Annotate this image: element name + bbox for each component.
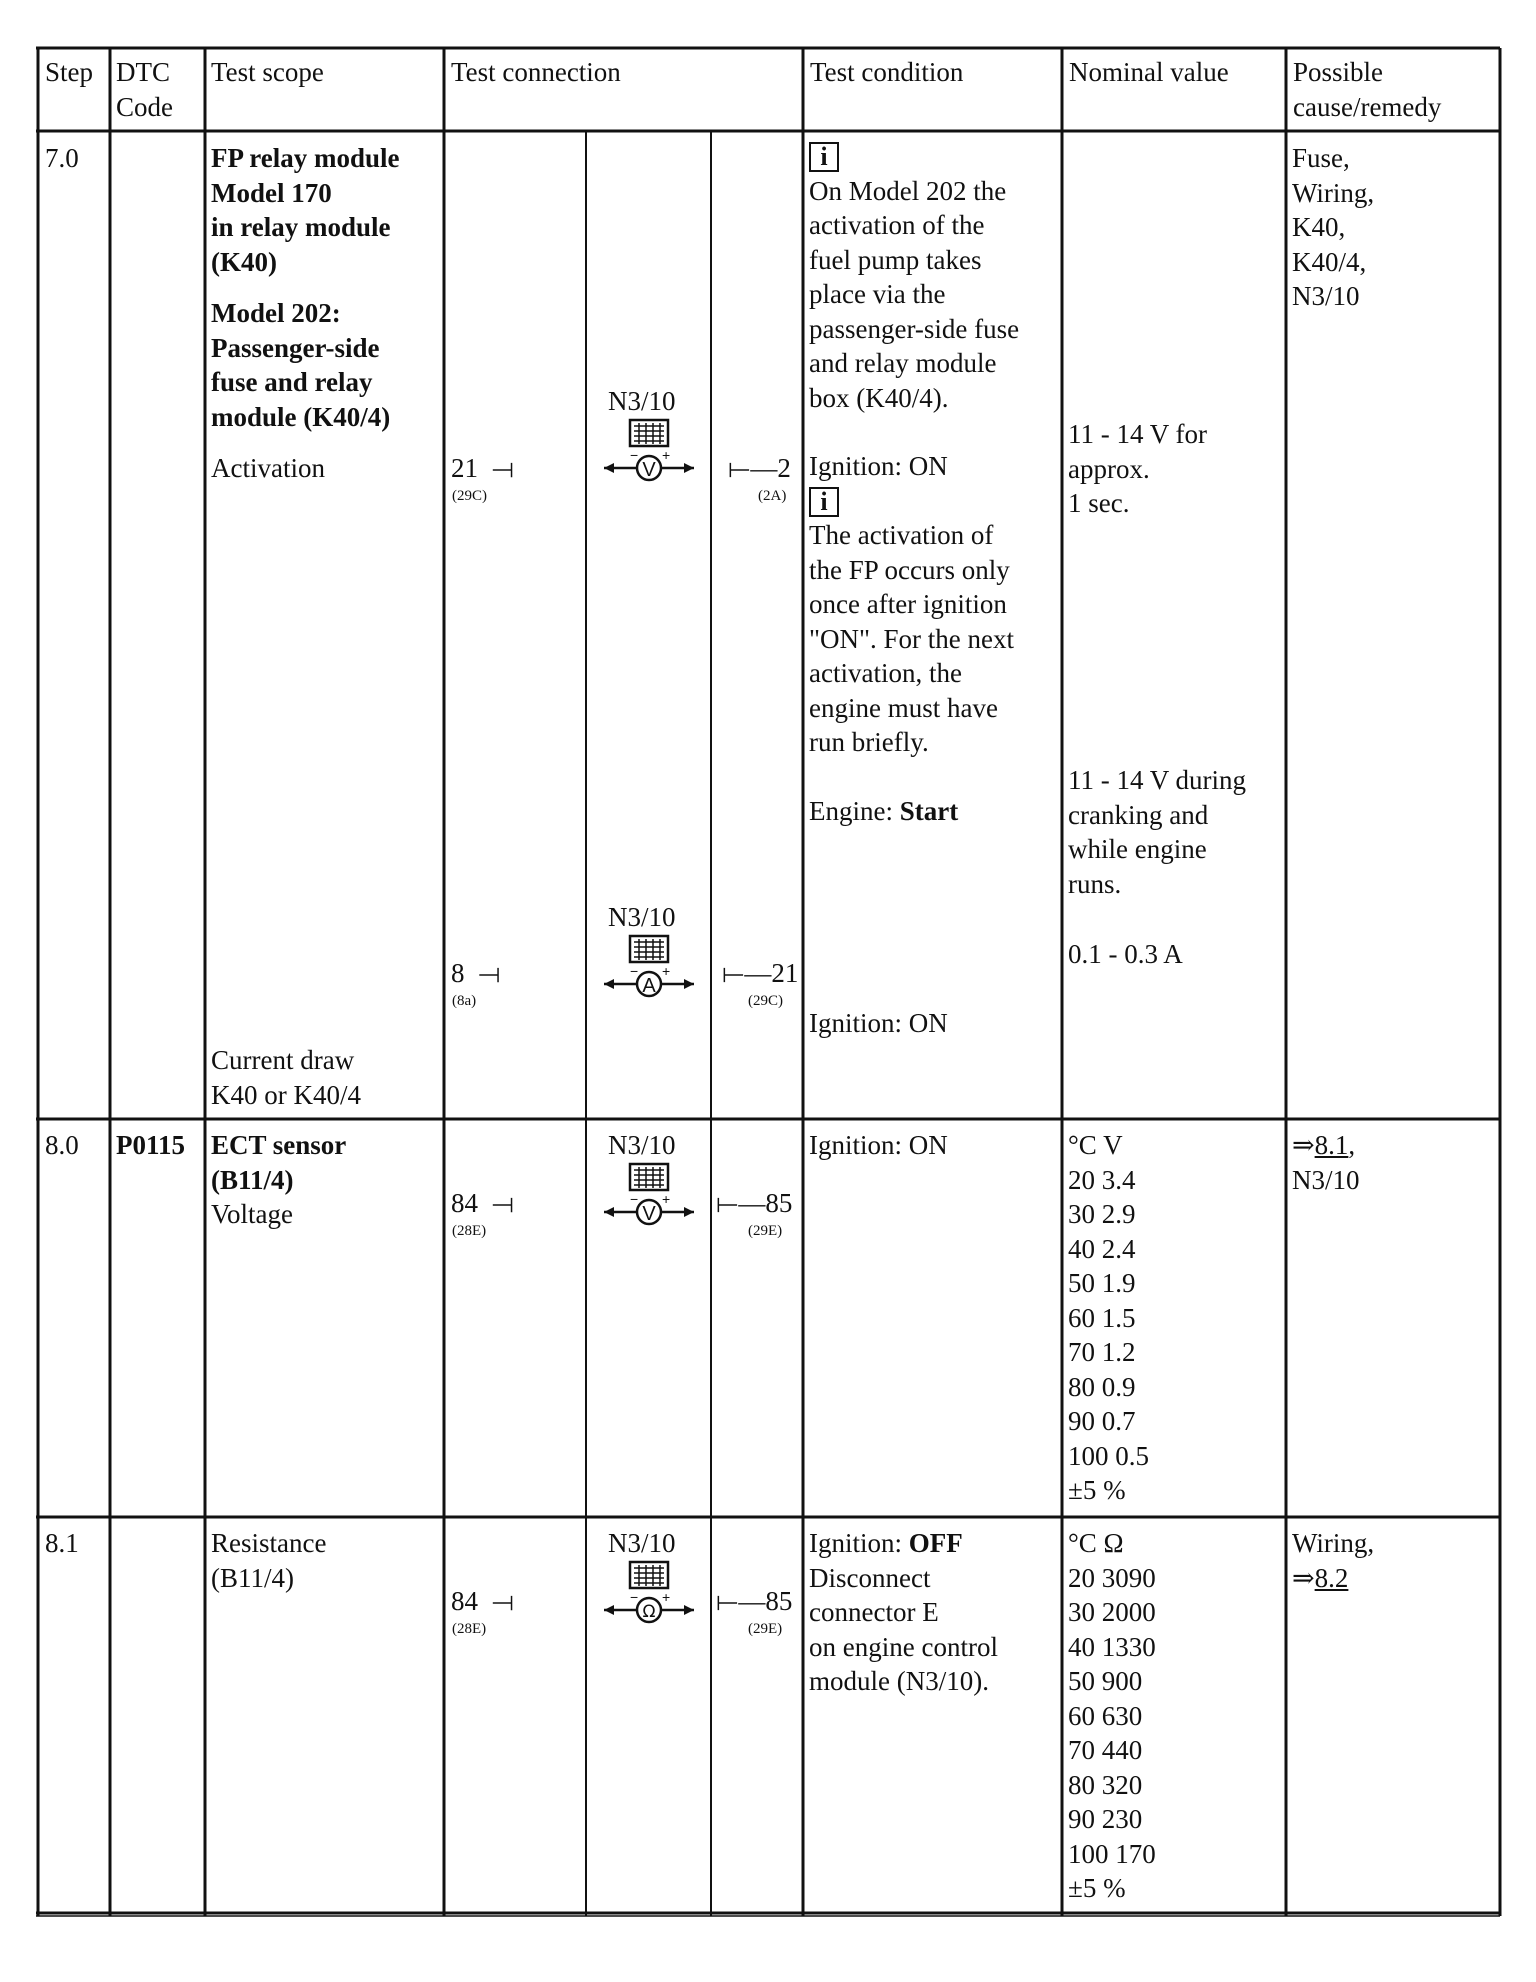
svg-text:V: V	[642, 1203, 656, 1225]
row-8-0-left-sub: (28E)	[452, 1223, 487, 1239]
socket-right-icon: ⟝—	[722, 958, 772, 988]
info-icon: i	[809, 487, 839, 517]
row-8-1-module-label: N3/10	[608, 1528, 676, 1558]
svg-text:V: V	[642, 459, 656, 481]
conn1-module-label: N3/10	[608, 386, 676, 416]
row-7-0-cause: Fuse, Wiring, K40, K40/4, N3/10	[1292, 143, 1375, 311]
header-dtc-code: DTC Code	[116, 57, 173, 122]
svg-text:+: +	[662, 1589, 671, 1605]
row-8-1-cause: Wiring, ⇒8.2	[1292, 1528, 1375, 1593]
row-8-0-right-sub: (29E)	[748, 1223, 783, 1239]
svg-text:+: +	[662, 1191, 671, 1207]
ammeter-icon	[594, 934, 704, 1014]
row-8-1-left-pin: 84 ⟞	[451, 1586, 514, 1616]
row-8-1-nominal: °C Ω 20 3090 30 2000 40 1330 50 900 60 630 70 440 80 320 90 230 100 170 ±5 %	[1068, 1528, 1156, 1903]
socket-left-icon: ⟞	[484, 453, 514, 483]
row-7-0-nominal-2: 11 - 14 V during cranking and while engine runs.	[1068, 765, 1247, 899]
conn1-left-sub: (29C)	[452, 488, 487, 504]
voltmeter-icon	[594, 418, 704, 498]
conn1-right-sub: (2A)	[758, 488, 787, 504]
row-8-0-left-pin: 84 ⟞	[451, 1188, 514, 1218]
link-step-8-1[interactable]: 8.1	[1314, 1130, 1349, 1160]
svg-text:+: +	[662, 447, 671, 463]
row-7-0-scope-activation: Activation	[211, 453, 325, 483]
socket-left-icon: ⟞	[484, 1586, 514, 1616]
row-7-0-nominal-3: 0.1 - 0.3 A	[1068, 939, 1183, 969]
header-test-scope: Test scope	[211, 57, 324, 87]
row-7-0-scope: FP relay module Model 170 in relay module (K40) Model 202: Passenger-side fuse and relay module (K40/4)	[211, 143, 400, 432]
svg-text:+: +	[662, 963, 671, 979]
row-7-0-condition: i On Model 202 the activation of the fuel pump takes place via the passenger-side fuse and relay module box (K40/4). Ignition: ON i The activation of the FP occurs only once after ignition "ON". For the next activation, the engine must have run briefly. Engine: Start	[809, 142, 1020, 826]
header-step: Step	[45, 57, 94, 87]
socket-right-icon: ⟝—	[728, 453, 778, 483]
header-nominal-value: Nominal value	[1069, 57, 1229, 87]
header-test-connection: Test connection	[451, 57, 621, 87]
row-8-0-module-label: N3/10	[608, 1130, 676, 1160]
row-8-1-left-sub: (28E)	[452, 1621, 487, 1637]
row-8-0-cause: ⇒8.1, N3/10	[1292, 1130, 1360, 1195]
conn2-left-sub: (8a)	[452, 993, 477, 1009]
socket-right-icon: ⟝—	[716, 1586, 766, 1616]
svg-text:−: −	[630, 1191, 639, 1207]
row-8-0-step: 8.0	[45, 1130, 79, 1160]
voltmeter-icon	[594, 1162, 704, 1242]
svg-text:A: A	[642, 975, 656, 997]
row-7-0-condition-ignition-2: Ignition: ON	[809, 1008, 948, 1038]
conn1-left-pin: 21 ⟞	[451, 453, 514, 483]
svg-text:Ω: Ω	[642, 1602, 656, 1622]
svg-text:−: −	[630, 963, 639, 979]
row-8-0-condition: Ignition: ON	[809, 1130, 948, 1160]
conn2-right-pin: ⟝—21	[722, 958, 799, 988]
arrow-right-icon: ⇒	[1292, 1562, 1315, 1593]
row-7-0-scope-current-draw: Current draw K40 or K40/4	[211, 1045, 361, 1110]
row-8-0-right-pin: ⟝—85	[716, 1188, 793, 1218]
socket-left-icon: ⟞	[484, 1188, 514, 1218]
row-8-1-right-sub: (29E)	[748, 1621, 783, 1637]
arrow-right-icon: ⇒	[1292, 1130, 1315, 1160]
row-8-1-scope: Resistance (B11/4)	[211, 1528, 327, 1593]
row-8-0-nominal: °C V 20 3.4 30 2.9 40 2.4 50 1.9 60 1.5 70 1.2 80 0.9 90 0.7 100 0.5 ±5 %	[1068, 1130, 1149, 1505]
row-8-1-right-pin: ⟝—85	[716, 1586, 793, 1616]
row-8-0-dtc: P0115	[116, 1130, 186, 1160]
row-8-0-scope: ECT sensor (B11/4) Voltage	[211, 1130, 347, 1229]
conn2-right-sub: (29C)	[748, 993, 783, 1009]
row-7-0-step: 7.0	[45, 143, 79, 173]
conn1-right-pin: ⟝—2	[728, 453, 791, 483]
info-icon: i	[809, 142, 839, 172]
conn2-left-pin: 8 ⟞	[451, 958, 501, 988]
svg-text:−: −	[630, 447, 639, 463]
row-8-1-condition: Ignition: OFF Disconnect connector E on engine control module (N3/10).	[809, 1528, 998, 1696]
row-8-1-step: 8.1	[45, 1528, 79, 1558]
row-7-0-nominal-1: 11 - 14 V for approx. 1 sec.	[1068, 419, 1207, 518]
socket-right-icon: ⟝—	[716, 1188, 766, 1218]
ohmmeter-icon	[594, 1560, 704, 1640]
conn2-module-label: N3/10	[608, 902, 676, 932]
header-possible-cause: Possible cause/remedy	[1293, 57, 1442, 122]
socket-left-icon: ⟞	[471, 958, 501, 988]
header-test-condition: Test condition	[810, 57, 964, 87]
link-step-8-2[interactable]: 8.2	[1314, 1562, 1349, 1593]
svg-text:−: −	[630, 1589, 639, 1605]
